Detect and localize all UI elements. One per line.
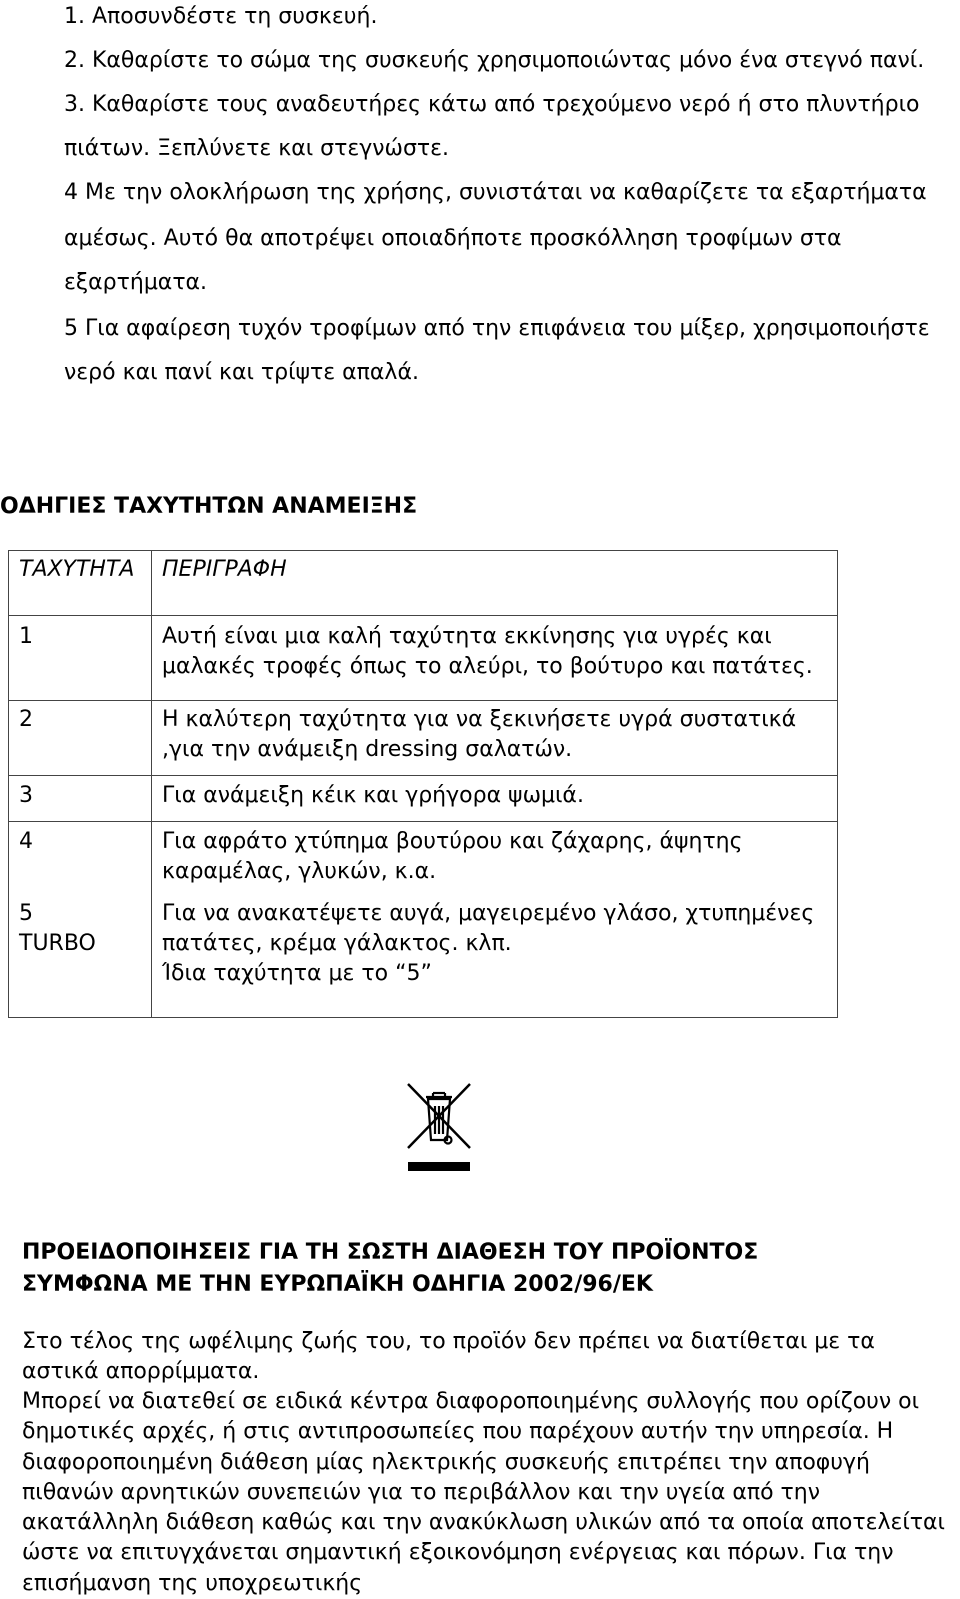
description-cell [152, 701, 838, 776]
header-speed: ΤΑΧΥΤΗΤΑ [9, 551, 152, 616]
instruction-line: 3. Καθαρίστε τους αναδευτήρες κάτω από τρεχούμενο νερό ή στο πλυντήριο [64, 92, 920, 117]
speed-cell: 1 [9, 616, 152, 701]
speed-cell [9, 897, 152, 1018]
description-cell [152, 616, 838, 701]
description-line: καραμέλας, γλυκών, κ.α. [162, 859, 437, 884]
speed-cell: 2 [9, 701, 152, 776]
description-line: Για να ανακατέψετε αυγά, μαγειρεμένο γλάσο, χτυπημένες [162, 901, 815, 926]
description-cell [152, 822, 838, 898]
description-line: Αυτή είναι μια καλή ταχύτητα εκκίνησης για υγρές και [162, 624, 772, 649]
disposal-paragraph: Μπορεί να διατεθεί σε ειδικά κέντρα διαφοροποιημένης συλλογής που ορίζουν οι δημοτικές αρχές, ή στις αντιπροσωπείες που παρέχουν αυτήν την υπηρεσία. Η διαφοροποιημένη διάθεση μίας ηλεκτρικής συσκευής επιτρέπει την αποφυγή πιθανών αρνητικών συνεπειών για το περιβάλλον και την υγεία από την ακατάλληλη διάθεση καθώς και την ανακύκλωση υλικών από τα οποία αποτελείται ώστε να επιτυγχάνεται σημαντική εξοικονόμηση ενέργειας και πόρων. Για την επισήμανση της υποχρεωτικής [22, 1389, 946, 1596]
instruction-line: 1. Αποσυνδέστε τη συσκευή. [64, 4, 378, 29]
table-row [9, 616, 838, 701]
speed-cell: 3 [9, 776, 152, 822]
description-line: Για αφράτο χτύπημα βουτύρου και ζάχαρης, άψητης [162, 829, 743, 854]
speed-guide-title: ΟΔΗΓΙΕΣ ΤΑΧΥΤΗΤΩΝ ΑΝΑΜΕΙΞΗΣ [0, 494, 418, 519]
table-row [9, 897, 838, 1018]
instruction-line: νερό και πανί και τρίψτε απαλά. [64, 360, 419, 385]
speed-value: TURBO [19, 931, 96, 956]
speed-table [8, 550, 838, 1018]
description-line: ,για την ανάμειξη dressing σαλατών. [162, 737, 573, 762]
description-line: πατάτες, κρέμα γάλακτος. κλπ. [162, 931, 512, 956]
disposal-title-line: ΠΡΟΕΙΔΟΠΟΙΗΣΕΙΣ ΓΙΑ ΤΗ ΣΩΣΤΗ ΔΙΑΘΕΣΗ ΤΟΥ ΠΡΟΪΟΝΤΟΣ [22, 1240, 759, 1265]
table-row [9, 701, 838, 776]
instruction-line: αμέσως. Αυτό θα αποτρέψει οποιαδήποτε προσκόλληση τροφίμων στα [64, 226, 842, 251]
speed-value: 5 [19, 901, 33, 926]
description-cell [152, 776, 838, 822]
speed-cell: 4 [9, 822, 152, 898]
instruction-line: 5 Για αφαίρεση τυχόν τροφίμων από την επιφάνεια του μίξερ, χρησιμοποιήστε [64, 316, 930, 341]
description-line: μαλακές τροφές όπως το αλεύρι, το βούτυρο και πατάτες. [162, 654, 813, 679]
table-header-row [9, 551, 838, 616]
description-cell [152, 897, 838, 1018]
description-line: Η καλύτερη ταχύτητα για να ξεκινήσετε υγρά συστατικά [162, 707, 797, 732]
crossed-out-wheeled-bin-icon [406, 1082, 472, 1176]
description-line: Για ανάμειξη κέικ και γρήγορα ψωμιά. [162, 783, 584, 808]
instruction-line: 2. Καθαρίστε το σώμα της συσκευής χρησιμοποιώντας μόνο ένα στεγνό πανί. [64, 48, 925, 73]
instruction-line: 4 Με την ολοκλήρωση της χρήσης, συνιστάται να καθαρίζετε τα εξαρτήματα [64, 180, 927, 205]
table-row [9, 776, 838, 822]
instruction-line: εξαρτήματα. [64, 270, 208, 295]
instruction-line: πιάτων. Ξεπλύνετε και στεγνώστε. [64, 136, 450, 161]
disposal-paragraph: Στο τέλος της ωφέλιμης ζωής του, το προϊόν δεν πρέπει να διατίθεται με τα αστικά απορρίμματα. [22, 1329, 875, 1385]
disposal-title-line: ΣΥΜΦΩΝΑ ΜΕ ΤΗΝ ΕΥΡΩΠΑΪΚΗ ΟΔΗΓΙΑ 2002/96/ΕΚ [22, 1272, 653, 1297]
header-description: ΠΕΡΙΓΡΑΦΗ [152, 551, 838, 616]
table-row [9, 822, 838, 898]
description-line: Ίδια ταχύτητα με το “5” [162, 961, 432, 986]
